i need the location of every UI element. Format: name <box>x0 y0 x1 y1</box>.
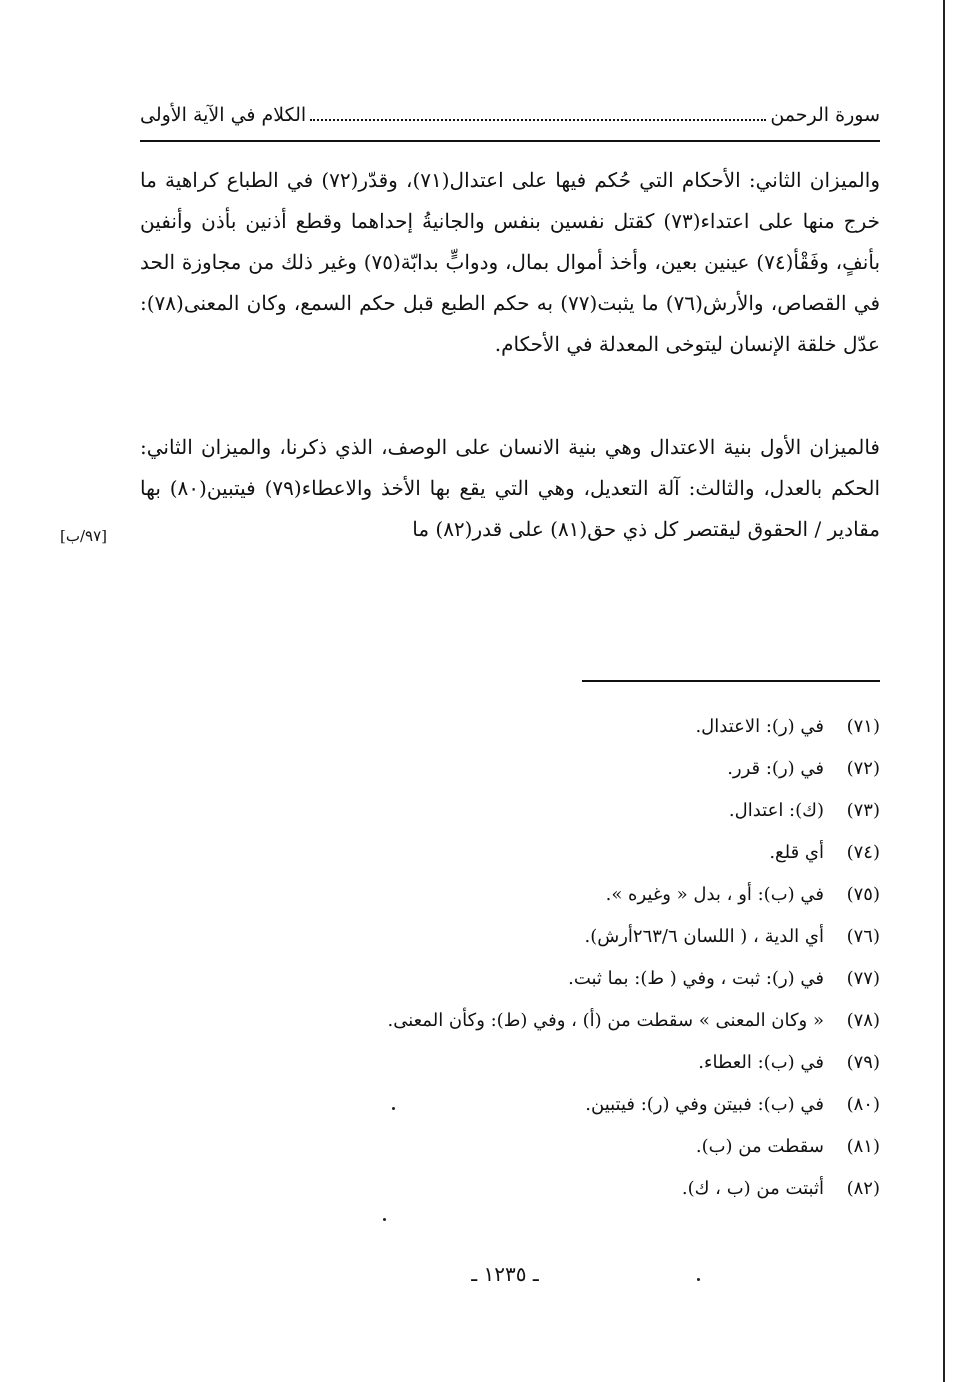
footnotes <box>300 706 880 1210</box>
footnote <box>300 706 880 748</box>
paragraph-2-text: فالميزان الأول بنية الاعتدال وهي بنية الانسان على الوصف، الذي ذكرنا، والميزان الثاني: الحكم بالعدل، والثالث: آلة التعديل، وهي التي يقع بها الأخذ والاعطاء(٧٩) فيتبين(٨٠) بها مقادير / الحقوق ليقتصر كل ذي حق(٨١) على قدر(٨٢) ما <box>140 435 880 541</box>
paragraph-2 <box>140 427 880 550</box>
footnote-text: في (ر): الاعتدال. <box>695 716 824 737</box>
footnote <box>300 1168 880 1210</box>
footnote-text: (ك): اعتدال. <box>728 800 824 821</box>
footnote <box>300 832 880 874</box>
page-edge-line <box>943 0 945 1382</box>
scan-speck <box>697 1278 700 1281</box>
footnote <box>300 916 880 958</box>
footnote <box>300 1000 880 1042</box>
footnote-number: (٧٧) <box>846 968 880 989</box>
header-surah-title: سورة الرحمن <box>770 104 880 126</box>
header-rule <box>140 140 880 142</box>
footnote-text: « وكان المعنى » سقطت من (أ) ، وفي (ط): وكأن المعنى. <box>387 1010 824 1031</box>
footnote-text: أي قلع. <box>769 842 824 863</box>
header-dot-leader <box>310 111 766 121</box>
footnote <box>300 790 880 832</box>
paragraph-1-text: والميزان الثاني: الأحكام التي حُكم فيها على اعتدال(٧١)، وقدّر(٧٢) في الطباع كراهية ما خرج منها على اعتداء(٧٣) كقتل نفسين بنفس والجانيةُ إحداهما وقطع أذنين بأذن وأنفين بأنفٍ، وفَقْأ(٧٤) عينين بعين، وأخذ أموال بمال، ودوابٍّ بدابّة(٧٥) وغير ذلك من مجاوزة الحد في القصاص، والأرش(٧٦) ما يثبت(٧٧) به حكم الطبع قبل حكم السمع، وكان المعنى(٧٨): عدّل خلقة الإنسان ليتوخى المعدلة في الأحكام. <box>140 168 881 356</box>
footnote-number: (٧٣) <box>846 800 880 821</box>
footnote <box>300 1126 880 1168</box>
footnote-number: (٧٩) <box>846 1052 880 1073</box>
scan-speck <box>383 1218 386 1221</box>
footnote-number: (٧٦) <box>846 926 880 947</box>
paragraph-1 <box>140 160 880 365</box>
header-section-title: الكلام في الآية الأولى <box>140 104 307 126</box>
footnote-rule <box>582 680 880 682</box>
scan-speck <box>392 1107 395 1110</box>
footnote-number: (٧٤) <box>846 842 880 863</box>
footnote-number: (٨٢) <box>846 1178 880 1199</box>
footnote-text: في (ر): قرر. <box>727 758 824 779</box>
footnote-text: سقطت من (ب). <box>695 1136 824 1157</box>
manuscript-folio-note: [٩٧/ب] <box>60 527 108 545</box>
footnote-text: في (ب): أو ، بدل « وغيره ». <box>605 884 824 905</box>
footnote-text: أثبتت من (ب ، ك). <box>681 1178 824 1199</box>
footnote-text: في (ب): العطاء. <box>698 1052 824 1073</box>
footnote-text: في (ب): فبيتن وفي (ر): فيتبين. <box>585 1094 824 1115</box>
footnote <box>300 1042 880 1084</box>
footnote <box>300 874 880 916</box>
footnote-text: أي الدية ، ( اللسان ٢٦٣/٦أرش). <box>584 926 824 947</box>
footnote-number: (٧٢) <box>846 758 880 779</box>
running-header <box>140 100 880 130</box>
footnote <box>300 748 880 790</box>
footnote <box>300 958 880 1000</box>
page-number: ـ ١٢٣٥ ـ <box>471 1262 539 1286</box>
footnote-text: في (ر): ثبت ، وفي ( ط): بما ثبت. <box>568 968 824 989</box>
footnote <box>300 1084 880 1126</box>
footnote-number: (٧٨) <box>846 1010 880 1031</box>
footnote-number: (٧٥) <box>846 884 880 905</box>
footnote-number: (٨٠) <box>846 1094 880 1115</box>
footnote-number: (٧١) <box>846 716 880 737</box>
footnote-number: (٨١) <box>846 1136 880 1157</box>
